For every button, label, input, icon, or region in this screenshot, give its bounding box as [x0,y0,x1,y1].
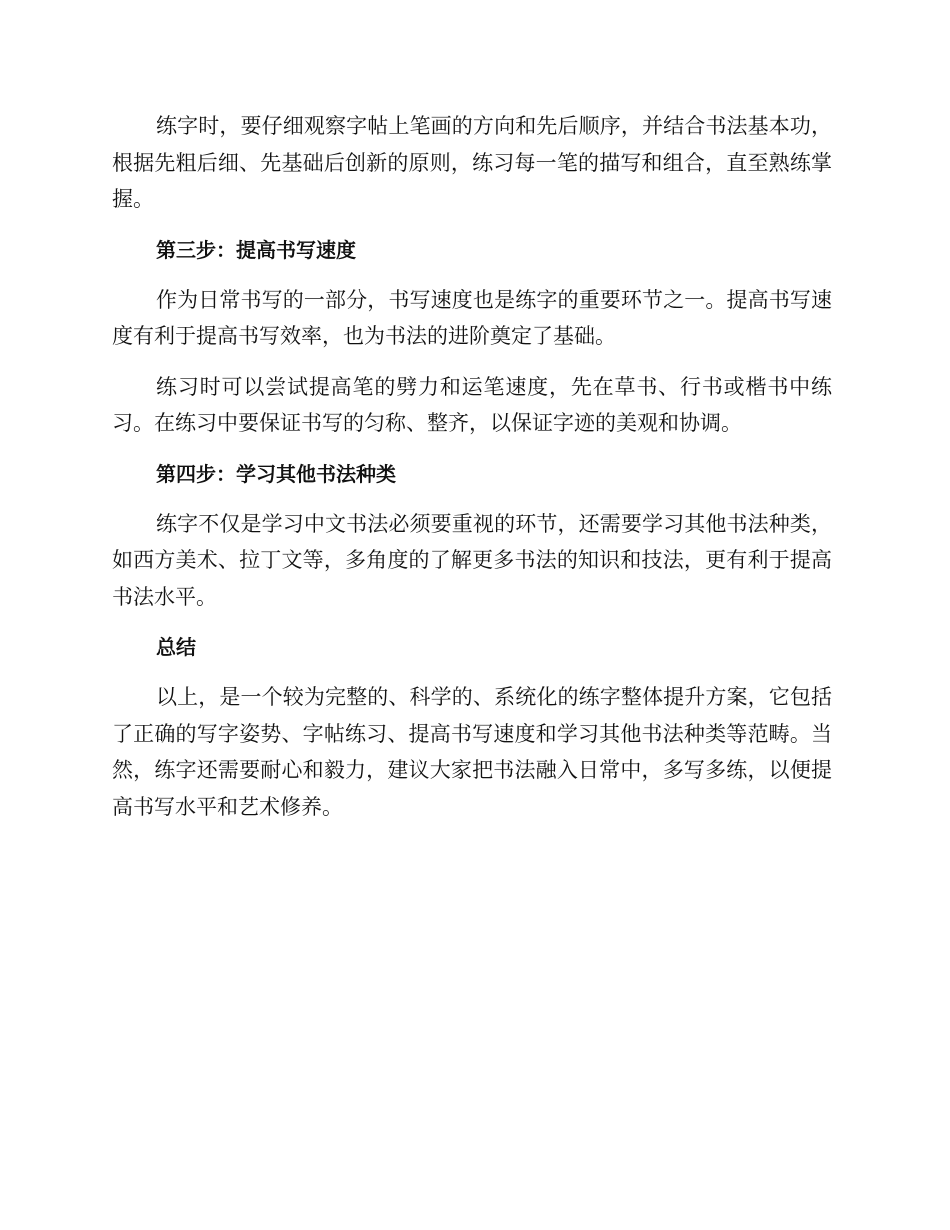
paragraph-writing-speed: 作为日常书写的一部分，书写速度也是练字的重要环节之一。提高书写速度有利于提高书写效率，也为书法的进阶奠定了基础。 [112,287,832,348]
heading-summary: 总结 [156,635,196,659]
heading-step-three: 第三步：提高书写速度 [156,237,356,262]
paragraph-speed-practice: 练习时可以尝试提高笔的劈力和运笔速度，先在草书、行书或楷书中练习。在练习中要保证书写的匀称、整齐，以保证字迹的美观和协调。 [112,374,832,435]
heading-step-four: 第四步：学习其他书法种类 [156,461,396,486]
paragraph-other-calligraphy: 练字不仅是学习中文书法必须要重视的环节，还需要学习其他书法种类，如西方美术、拉丁文等，多角度的了解更多书法的知识和技法，更有利于提高书法水平。 [112,511,832,609]
document-page [112,108,832,825]
paragraph-practice-observation: 练字时，要仔细观察字帖上笔画的方向和先后顺序，并结合书法基本功，根据先粗后细、先基础后创新的原则，练习每一笔的描写和组合，直至熟练掌握。 [112,114,832,211]
paragraph-summary: 以上，是一个较为完整的、科学的、系统化的练字整体提升方案，它包括了正确的写字姿势、字帖练习、提高书写速度和学习其他书法种类等范畴。当然，练字还需要耐心和毅力，建议大家把书法融入日常中，多写多练，以便提高书写水平和艺术修养。 [112,685,832,819]
